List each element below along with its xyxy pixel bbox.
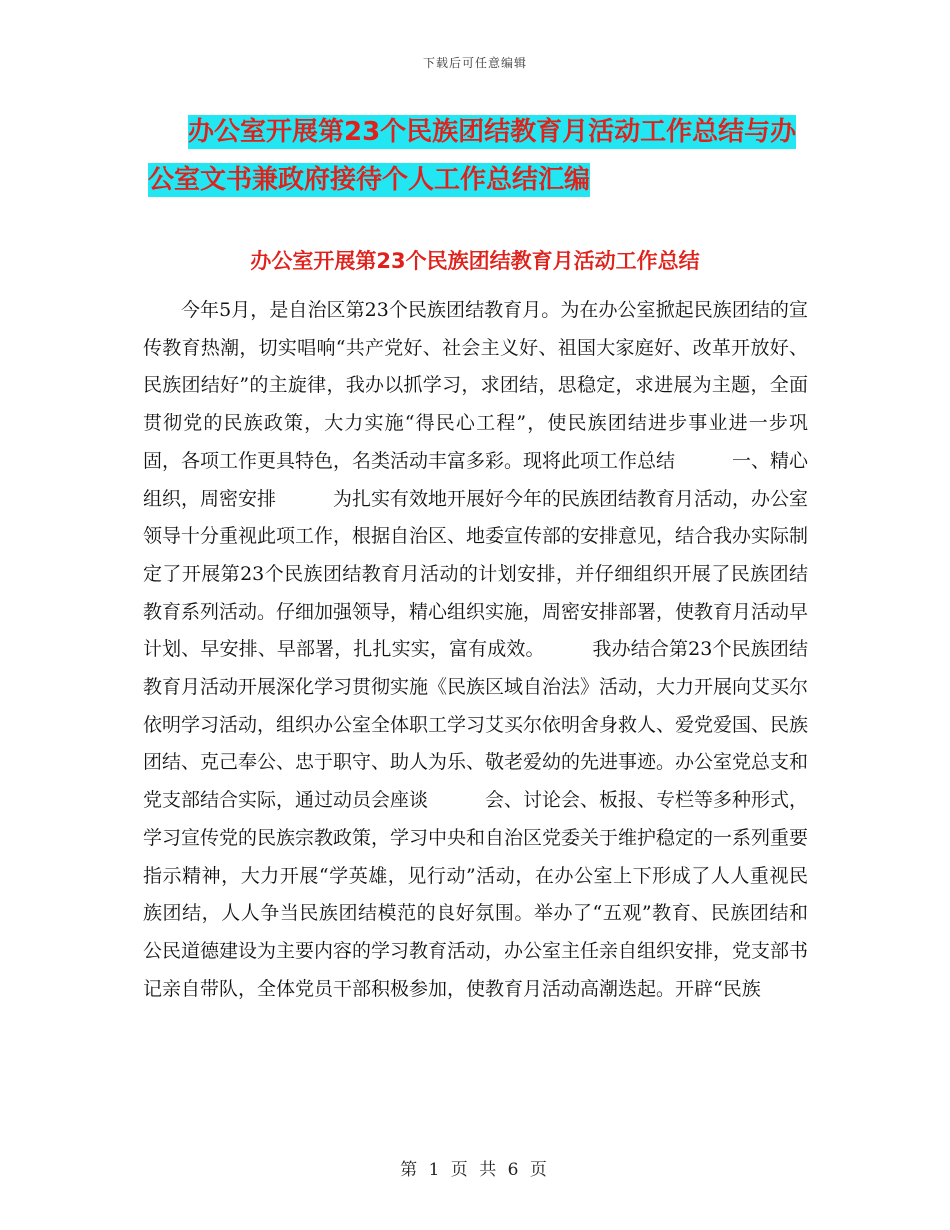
document-title bbox=[140, 108, 820, 204]
header-note: 下载后可任意编辑 bbox=[422, 56, 527, 70]
document-title-line-2 bbox=[140, 156, 820, 204]
body-paragraph: 今年5月，是自治区第23个民族团结教育月。为在办公室掀起民族团结的宣传教育热潮，切实唱响“共产党好、社会主义好、祖国大家庭好、改革开放好、民族团结好”的主旋律，我办以抓学习，求团结，思稳定，求进展为主题，全面贯彻党的民族政策，大力实施“得民心工程”，使民族团结进步事业进一步巩固，各项工作更具特色，名类活动丰富多彩。现将此项工作总结 一、精心组织，周密安排 为扎实有效地开展好今年的民族团结教育月活动，办公室领导十分重视此项工作，根据自治区、地委宣传部的安排意见，结合我办实际制定了开展第23个民族团结教育月活动的计划安排，并仔细组织开展了民族团结教育系列活动。仔细加强领导，精心组织实施，周密安排部署，使教育月活动早计划、早安排、早部署，扎扎实实，富有成效。 我办结合第23个民族团结教育月活动开展深化学习贯彻实施《民族区域自治法》活动，大力开展向艾买尔依明学习活动，组织办公室全体职工学习艾买尔依明舍身救人、爱党爱国、民族团结、克己奉公、忠于职守、助人为乐、敬老爱幼的先进事迹。办公室党总支和党支部结合实际，通过动员会座谈 会、讨论会、板报、专栏等多种形式，学习宣传党的民族宗教政策，学习中央和自治区党委关于维护稳定的一系列重要指示精神，大力开展“学英雄，见行动”活动，在办公室上下形成了人人重视民族团结，人人争当民族团结模范的良好氛围。举办了“五观”教育、民族团结和公民道德建设为主要内容的学习教育活动，办公室主任亲自组织安排，党支部书记亲自带队，全体党员干部积极参加，使教育月活动高潮迭起。开辟“民族 bbox=[143, 299, 809, 1000]
page-footer: 第 1 页 共 6 页 bbox=[400, 1160, 550, 1180]
document-title-line-1 bbox=[140, 108, 820, 156]
title-highlight-2: 公室文书兼政府接待个人工作总结汇编 bbox=[148, 165, 591, 195]
title-highlight-1: 办公室开展第23个民族团结教育月活动工作总结与办 bbox=[188, 117, 797, 147]
section-title: 办公室开展第23个民族团结教育月活动工作总结 bbox=[250, 249, 700, 273]
